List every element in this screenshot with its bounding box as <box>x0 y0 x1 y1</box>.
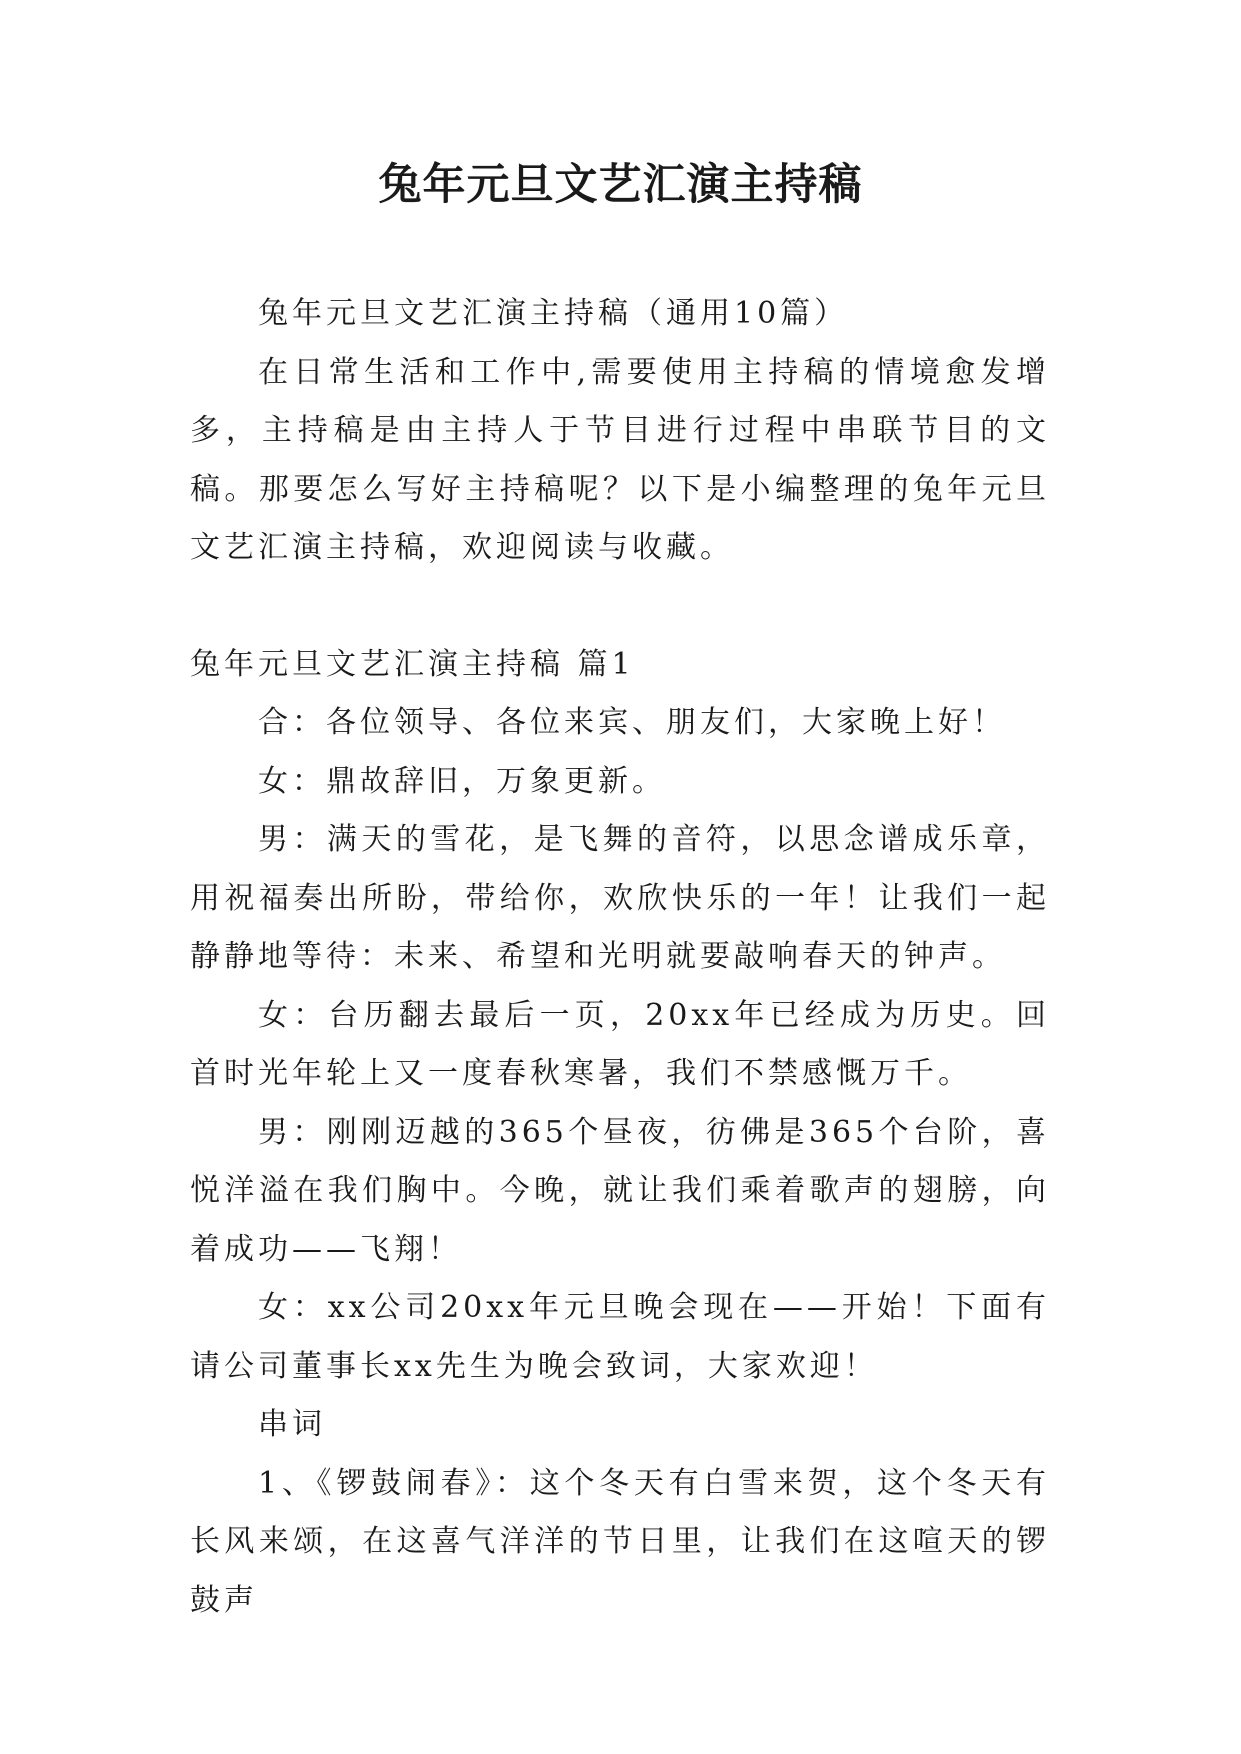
paragraph: 男：刚刚迈越的365个昼夜，彷佛是365个台阶，喜悦洋溢在我们胸中。今晚，就让我们乘着歌声的翅膀，向着成功——飞翔！ <box>190 1114 1050 1267</box>
paragraph: 串词 <box>258 1407 326 1442</box>
paragraph: 男：满天的雪花，是飞舞的音符，以思念谱成乐章，用祝福奏出所盼，带给你，欢欣快乐的一年！让我们一起静静地等待：未来、希望和光明就要敲响春天的钟声。 <box>190 822 1050 974</box>
subtitle: 兔年元旦文艺汇演主持稿（通用10篇） <box>258 296 849 331</box>
paragraph: 女：鼎故辞旧，万象更新。 <box>258 763 666 799</box>
paragraph: 女：台历翻去最后一页，20xx年已经成为历史。回首时光年轮上又一度春秋寒暑，我们不禁感慨万千。 <box>190 997 1050 1091</box>
paragraph: 1、《锣鼓闹春》：这个冬天有白雪来贺，这个冬天有长风来颂，在这喜气洋洋的节日里，让我们在这喧天的锣鼓声 <box>190 1465 1050 1618</box>
document-title: 兔年元旦文艺汇演主持稿 <box>378 160 863 210</box>
document-body <box>190 285 1050 1630</box>
intro-paragraph: 在日常生活和工作中,需要使用主持稿的情境愈发增多，主持稿是由主持人于节目进行过程中串联节目的文稿。那要怎么写好主持稿呢？以下是小编整理的兔年元旦文艺汇演主持稿，欢迎阅读与收藏。 <box>190 354 1050 565</box>
section-heading: 兔年元旦文艺汇演主持稿 篇1 <box>190 646 635 682</box>
spacer <box>190 578 1050 636</box>
paragraph: 合：各位领导、各位来宾、朋友们，大家晚上好！ <box>258 705 1006 740</box>
paragraph: 女：xx公司20xx年元旦晚会现在——开始！下面有请公司董事长xx先生为晚会致词，大家欢迎！ <box>190 1290 1050 1384</box>
